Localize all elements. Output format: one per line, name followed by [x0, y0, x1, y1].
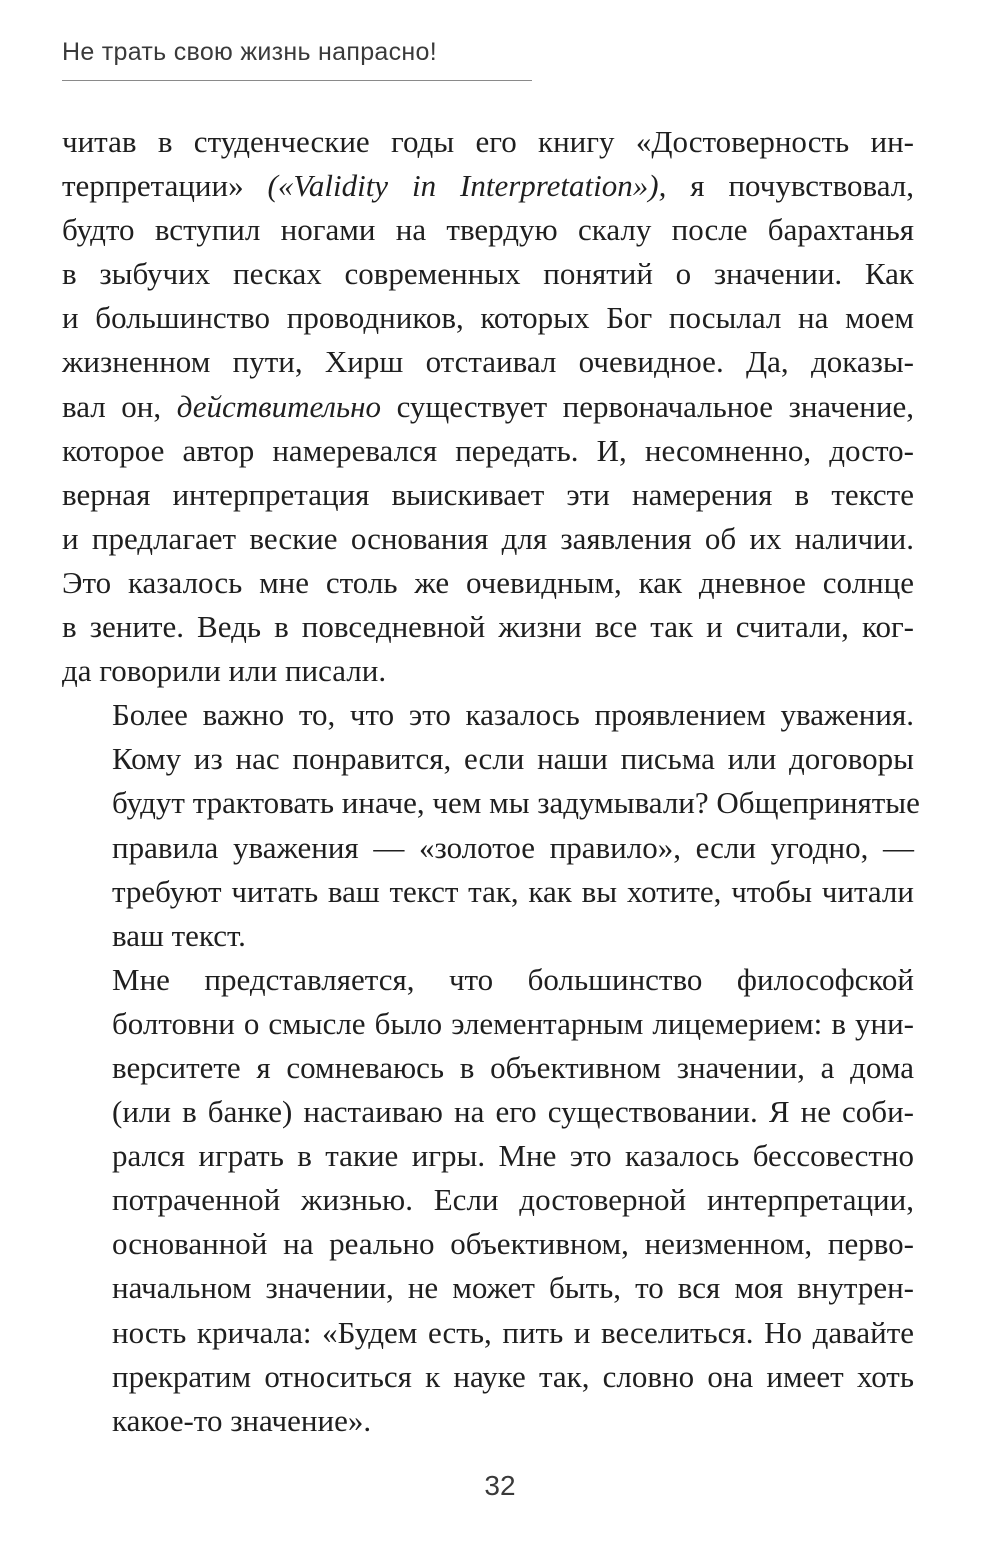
- text-segment: которое автор намеревался передать. И, несомненно, досто-: [62, 432, 914, 468]
- text-line: [62, 1266, 914, 1310]
- text-line: [62, 1399, 914, 1443]
- text-line: [62, 737, 914, 781]
- text-segment: жизненном пути, Хирш отстаивал очевидное. Да, доказы-: [62, 344, 914, 380]
- text-segment: правила уважения — «золотое правило», если угодно, —: [112, 829, 914, 865]
- text-segment: я почувствовал,: [666, 168, 914, 204]
- text-segment: Мне представляется, что большинство философской: [112, 961, 914, 997]
- text-segment: будто вступил ногами на твердую скалу после барахтанья: [62, 212, 914, 248]
- text-segment: Это казалось мне столь же очевидным, как дневное солнце: [62, 564, 914, 600]
- italic-text: («Validity in Interpretation»),: [267, 168, 667, 204]
- text-line: [62, 473, 914, 517]
- text-segment: (или в банке) настаиваю на его существовании. Я не соби-: [112, 1094, 914, 1130]
- text-segment: да говорили или писали.: [62, 653, 387, 689]
- text-segment: терпретации»: [62, 168, 268, 204]
- paragraph: [62, 120, 914, 693]
- text-segment: Кому из нас понравится, если наши письма или договоры: [112, 741, 914, 777]
- text-line: [62, 296, 914, 340]
- text-segment: требуют читать ваш текст так, как вы хотите, чтобы читали: [112, 873, 914, 909]
- text-line: [62, 1002, 914, 1046]
- text-line: [62, 429, 914, 473]
- text-segment: потраченной жизнью. Если достоверной интерпретации,: [112, 1182, 914, 1218]
- text-line: [62, 1178, 914, 1222]
- text-line: [62, 1134, 914, 1178]
- text-line: [62, 605, 914, 649]
- text-line: [62, 826, 914, 870]
- header-rule: [62, 80, 532, 81]
- text-segment: вал он,: [62, 388, 177, 424]
- text-segment: верная интерпретация выискивает эти намерения в тексте: [62, 476, 914, 512]
- text-segment: в зените. Ведь в повседневной жизни все так и считали, ког-: [62, 609, 914, 645]
- text-segment: прекратим относиться к науке так, словно она имеет хоть: [112, 1358, 914, 1394]
- text-line: [62, 914, 914, 958]
- text-line: [62, 958, 914, 1002]
- text-segment: и большинство проводников, которых Бог посылал на моем: [62, 300, 914, 336]
- text-line: [62, 208, 914, 252]
- text-line: [62, 164, 914, 208]
- text-line: [62, 1090, 914, 1134]
- text-line: [62, 252, 914, 296]
- text-segment: и предлагает веские основания для заявления об их наличии.: [62, 520, 914, 556]
- text-line: [62, 561, 914, 605]
- body-text: [62, 120, 920, 1443]
- paragraph: [62, 958, 914, 1443]
- text-segment: основанной на реально объективном, неизменном, перво-: [112, 1226, 914, 1262]
- text-segment: ваш текст.: [112, 917, 246, 953]
- text-line: [62, 781, 920, 825]
- text-line: [62, 649, 914, 693]
- text-segment: верситете я сомневаюсь в объективном значении, а дома: [112, 1049, 914, 1085]
- text-line: [62, 1311, 914, 1355]
- text-line: [62, 870, 914, 914]
- text-segment: болтовни о смысле было элементарным лицемерием: в уни-: [112, 1005, 914, 1041]
- paragraph: [62, 693, 920, 958]
- text-segment: какое-то значение».: [112, 1402, 372, 1438]
- text-line: [62, 517, 914, 561]
- text-line: [62, 1355, 914, 1399]
- text-line: [62, 120, 914, 164]
- text-segment: читав в студенческие годы его книгу «Достоверность ин-: [62, 124, 914, 159]
- text-segment: в зыбучих песках современных понятий о значении. Как: [62, 256, 914, 292]
- text-line: [62, 385, 914, 429]
- text-segment: Более важно то, что это казалось проявлением уважения.: [112, 697, 914, 733]
- text-segment: начальном значении, не может быть, то вся моя внутрен-: [112, 1270, 914, 1306]
- text-line: [62, 1046, 914, 1090]
- page-number: 32: [484, 1470, 516, 1501]
- italic-text: действительно: [176, 388, 382, 424]
- running-head-title: Не трать свою жизнь напрасно!: [62, 38, 437, 66]
- text-segment: рался играть в такие игры. Мне это казалось бессовестно: [112, 1138, 914, 1174]
- text-segment: будут трактовать иначе, чем мы задумывали? Общепринятые: [112, 785, 920, 821]
- text-line: [62, 340, 914, 384]
- text-segment: существует первоначальное значение,: [381, 388, 914, 424]
- text-segment: ность кричала: «Будем есть, пить и веселиться. Но давайте: [112, 1314, 914, 1350]
- text-line: [62, 1222, 914, 1266]
- text-line: [62, 693, 914, 737]
